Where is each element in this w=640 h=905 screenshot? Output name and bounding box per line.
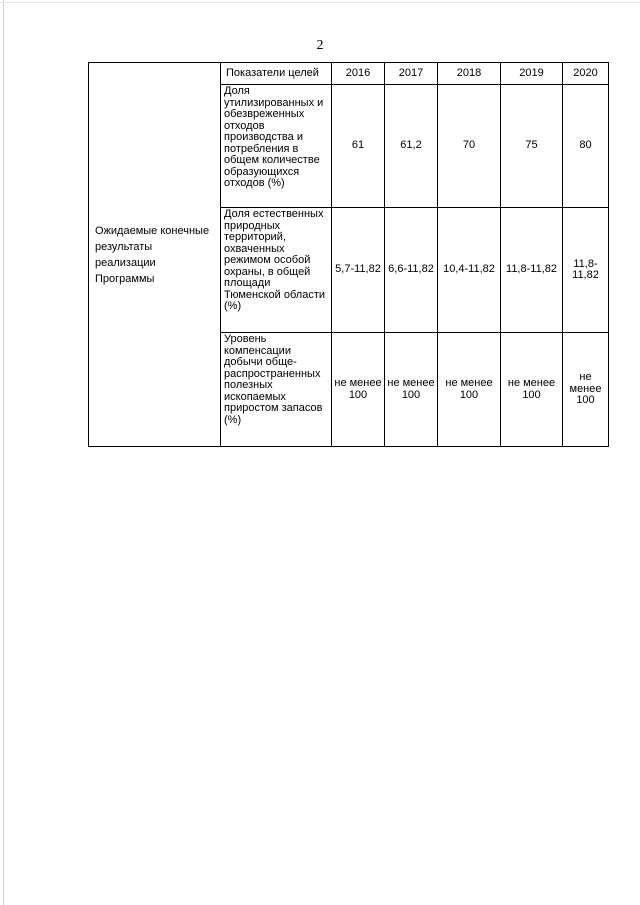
scan-edge-top	[0, 2, 640, 3]
indicator-protected-territories: Доля естественных природных территорий, охваченных режимом особой охраны, в общей площади Тюменской области (%)	[221, 208, 332, 333]
header-year-2018: 2018	[438, 63, 501, 85]
value-cell: не менее 100	[332, 333, 385, 447]
indicator-waste-utilization: Доля утилизированных и обезвреженных отходов производства и потребления в общем количестве образующихся отходов (%)	[221, 85, 332, 208]
header-year-2020: 2020	[563, 63, 609, 85]
value-cell: не менее 100	[563, 333, 609, 447]
section-title: Ожидаемые конечные результаты реализации Программы	[89, 63, 221, 447]
value-cell: 80	[563, 85, 609, 208]
scan-edge-left	[3, 0, 4, 905]
value-cell: 11,8-11,82	[563, 208, 609, 333]
header-indicator: Показатели целей	[221, 63, 332, 85]
results-table	[88, 62, 609, 447]
value-cell: не менее 100	[438, 333, 501, 447]
value-cell: не менее 100	[385, 333, 438, 447]
indicator-mineral-compensation: Уровень компенсации добычи обще-распространенных полезных ископаемых приростом запасов (%)	[221, 333, 332, 447]
value-cell: 6,6-11,82	[385, 208, 438, 333]
value-cell: 5,7-11,82	[332, 208, 385, 333]
value-cell: 11,8-11,82	[501, 208, 563, 333]
value-cell: 61	[332, 85, 385, 208]
value-cell: 75	[501, 85, 563, 208]
value-cell: 70	[438, 85, 501, 208]
header-year-2019: 2019	[501, 63, 563, 85]
value-cell: 10,4-11,82	[438, 208, 501, 333]
header-year-2016: 2016	[332, 63, 385, 85]
page-number: 2	[316, 38, 324, 53]
value-cell: не менее 100	[501, 333, 563, 447]
table-header-row	[89, 63, 609, 85]
value-cell: 61,2	[385, 85, 438, 208]
header-year-2017: 2017	[385, 63, 438, 85]
